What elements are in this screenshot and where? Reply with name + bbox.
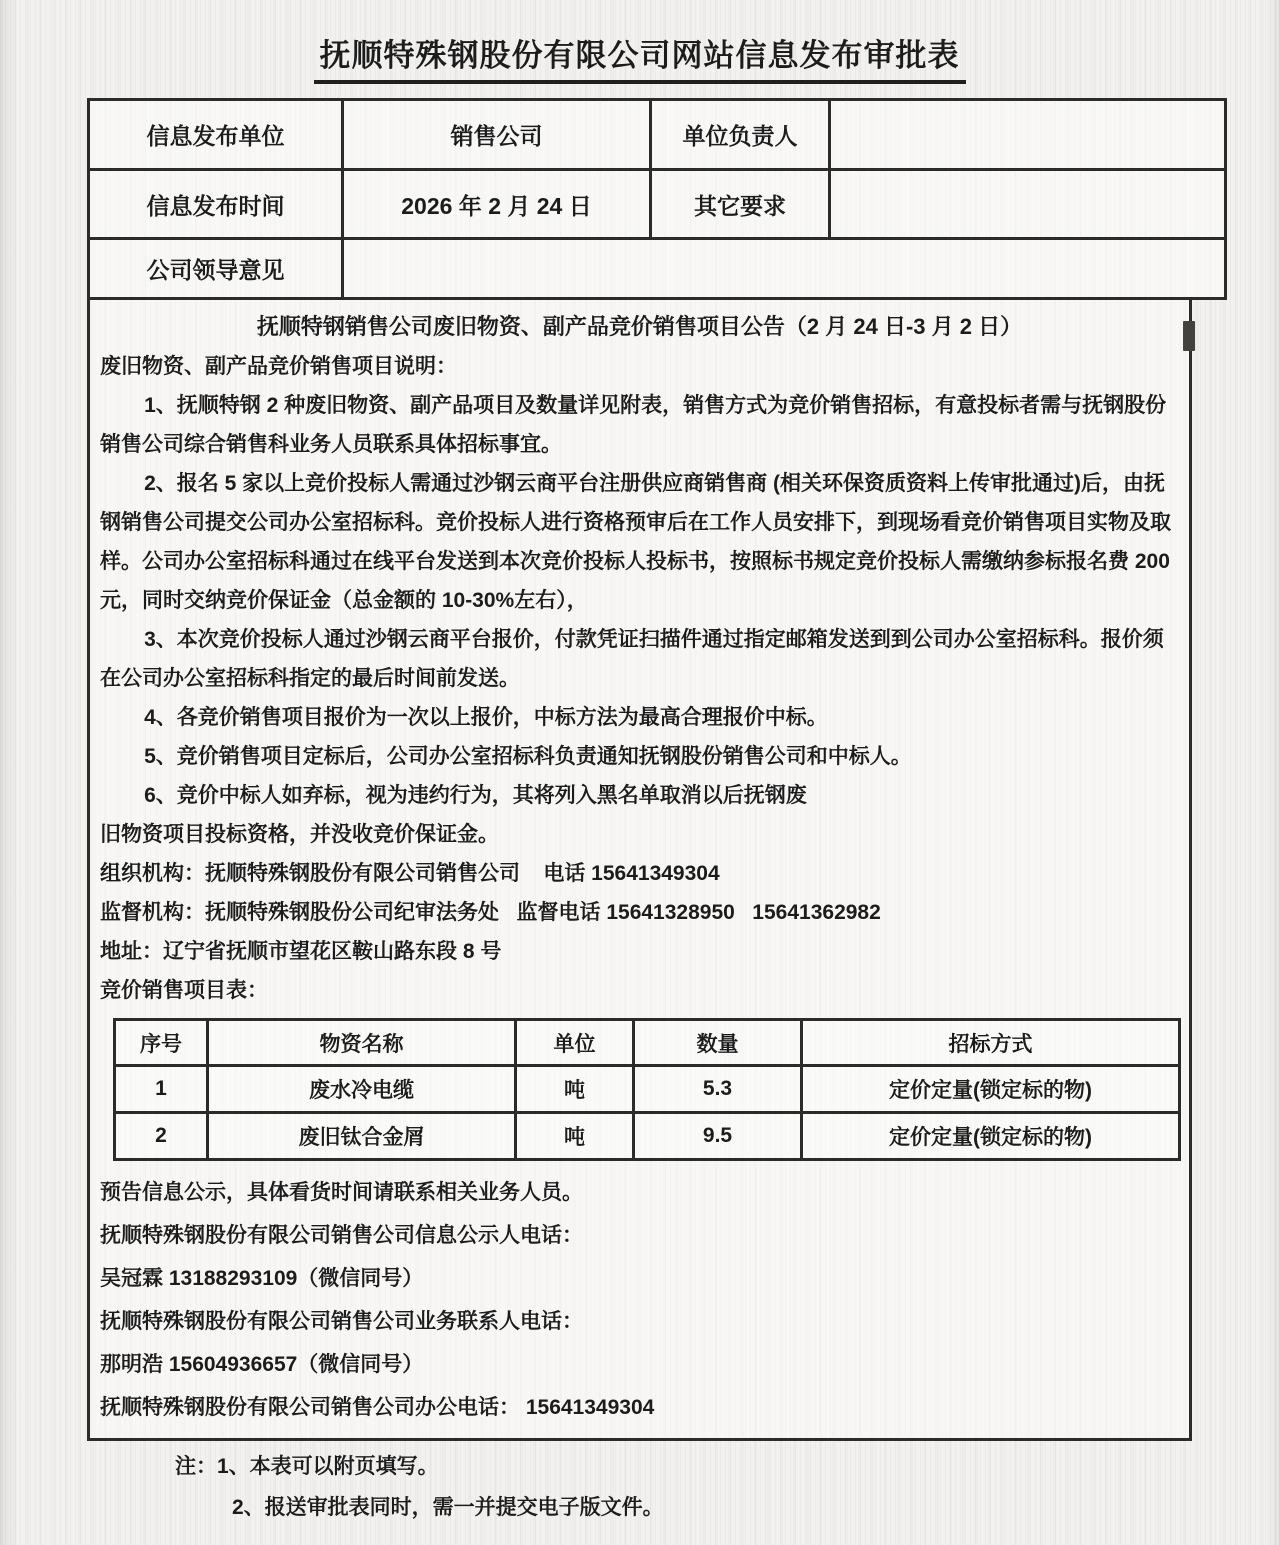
announcement-item-5: 5、竞价销售项目定标后，公司办公室招标科负责通知抚钢股份销售公司和中标人。 bbox=[144, 745, 912, 768]
header-seq: 序号 bbox=[115, 1020, 208, 1066]
publicity-contact-label: 抚顺特殊钢股份有限公司销售公司信息公示人电话： bbox=[100, 1224, 583, 1247]
office-phone-line: 抚顺特殊钢股份有限公司销售公司办公电话： 15641349304 bbox=[100, 1396, 655, 1419]
info-row-leader-opinion bbox=[89, 239, 1226, 299]
row1-bid-method: 定价定量(锁定标的物) bbox=[802, 1066, 1180, 1113]
table-row bbox=[115, 1066, 1180, 1113]
info-value-publish-time: 2026 年 2 月 24 日 bbox=[343, 170, 651, 239]
announcement-item-3: 3、本次竞价投标人通过沙钢云商平台报价，付款凭证扫描件通过指定邮箱发送到到公司办公室招标科。报价须在公司办公室招标科指定的最后时间前发送。 bbox=[100, 628, 1164, 690]
announcement-item-6-line2: 旧物资项目投标资格，并没收竞价保证金。 bbox=[100, 823, 499, 846]
supervisor-line: 监督机构：抚顺特殊钢股份公司纪审法务处 监督电话 15641328950 15641362982 bbox=[100, 901, 881, 924]
row2-bid-method: 定价定量(锁定标的物) bbox=[802, 1113, 1180, 1160]
row2-material-name: 废旧钛合金屑 bbox=[208, 1113, 516, 1160]
announcement-item-6-line1: 6、竞价中标人如弃标，视为违约行为，其将列入黑名单取消以后抚钢废 bbox=[144, 784, 807, 807]
info-row-time bbox=[89, 170, 1226, 239]
info-value-other-requirements bbox=[830, 170, 1226, 239]
page-title-text: 抚顺特殊钢股份有限公司网站信息发布审批表 bbox=[314, 30, 966, 84]
footnotes bbox=[0, 1446, 1279, 1528]
announcement-box bbox=[87, 300, 1192, 1441]
row1-unit: 吨 bbox=[516, 1066, 634, 1113]
row2-seq: 2 bbox=[115, 1113, 208, 1160]
header-unit: 单位 bbox=[516, 1020, 634, 1066]
announcement-intro: 废旧物资、副产品竞价销售项目说明： bbox=[100, 355, 457, 378]
address-line: 地址：辽宁省抚顺市望花区鞍山路东段 8 号 bbox=[100, 940, 502, 963]
header-bid-method: 招标方式 bbox=[802, 1020, 1180, 1066]
scan-artifact-mark bbox=[1183, 321, 1195, 351]
row1-quantity: 5.3 bbox=[634, 1066, 802, 1113]
info-value-unit-manager bbox=[830, 100, 1226, 170]
page-title bbox=[0, 30, 1279, 84]
row2-quantity: 9.5 bbox=[634, 1113, 802, 1160]
business-contact-phone: 那明浩 15604936657（微信同号） bbox=[100, 1353, 424, 1376]
announcement-item-1: 1、抚顺特钢 2 种废旧物资、副产品项目及数量详见附表，销售方式为竞价销售招标，有意投标者需与抚钢股份销售公司综合销售科业务人员联系具体招标事宜。 bbox=[100, 394, 1167, 456]
header-quantity: 数量 bbox=[634, 1020, 802, 1066]
info-label-other-requirements: 其它要求 bbox=[651, 170, 830, 239]
announcement-item-2: 2、报名 5 家以上竞价投标人需通过沙钢云商平台注册供应商销售商 (相关环保资质资料上传审批通过)后，由抚钢销售公司提交公司办公室招标科。竞价投标人进行资格预审后在工作人员安排下，到现场看竞价销售项目实物及取样。公司办公室招标科通过在线平台发送到本次竞价投标人投标书，按照标书规定竞价投标人需缴纳参标报名费 200 元，同时交纳竞价保证金（总金额的 10-30%左右）， bbox=[100, 472, 1176, 612]
info-value-leader-opinion bbox=[343, 239, 1226, 299]
project-table-header-row bbox=[115, 1020, 1180, 1066]
business-contact-label: 抚顺特殊钢股份有限公司销售公司业务联系人电话： bbox=[100, 1310, 583, 1333]
preview-notice-line: 预告信息公示，具体看货时间请联系相关业务人员。 bbox=[100, 1181, 583, 1204]
publicity-contact-phone: 吴冠霖 13188293109（微信同号） bbox=[100, 1267, 424, 1290]
info-value-publish-unit: 销售公司 bbox=[343, 100, 651, 170]
footnote-2: 2、报送审批表同时，需一并提交电子版文件。 bbox=[232, 1496, 664, 1519]
info-label-unit-manager: 单位负责人 bbox=[651, 100, 830, 170]
info-label-publish-unit: 信息发布单位 bbox=[89, 100, 343, 170]
announcement-heading: 抚顺特钢销售公司废旧物资、副产品竞价销售项目公告（2 月 24 日-3 月 2 日） bbox=[256, 314, 1023, 339]
scanned-approval-form bbox=[0, 30, 1279, 1545]
row2-unit: 吨 bbox=[516, 1113, 634, 1160]
table-row bbox=[115, 1113, 1180, 1160]
organizer-line: 组织机构：抚顺特殊钢股份有限公司销售公司 电话 15641349304 bbox=[100, 862, 720, 885]
announcement-item-4: 4、各竞价销售项目报价为一次以上报价，中标方法为最高合理报价中标。 bbox=[144, 706, 828, 729]
info-label-publish-time: 信息发布时间 bbox=[89, 170, 343, 239]
footnote-1: 注：1、本表可以附页填写。 bbox=[175, 1455, 439, 1478]
row1-seq: 1 bbox=[115, 1066, 208, 1113]
row1-material-name: 废水冷电缆 bbox=[208, 1066, 516, 1113]
info-row-unit bbox=[89, 100, 1226, 170]
info-table bbox=[87, 98, 1227, 300]
project-table bbox=[113, 1018, 1181, 1161]
contact-lines bbox=[100, 1171, 1179, 1429]
info-label-leader-opinion: 公司领导意见 bbox=[89, 239, 343, 299]
header-material-name: 物资名称 bbox=[208, 1020, 516, 1066]
project-table-caption: 竞价销售项目表： bbox=[100, 979, 268, 1002]
